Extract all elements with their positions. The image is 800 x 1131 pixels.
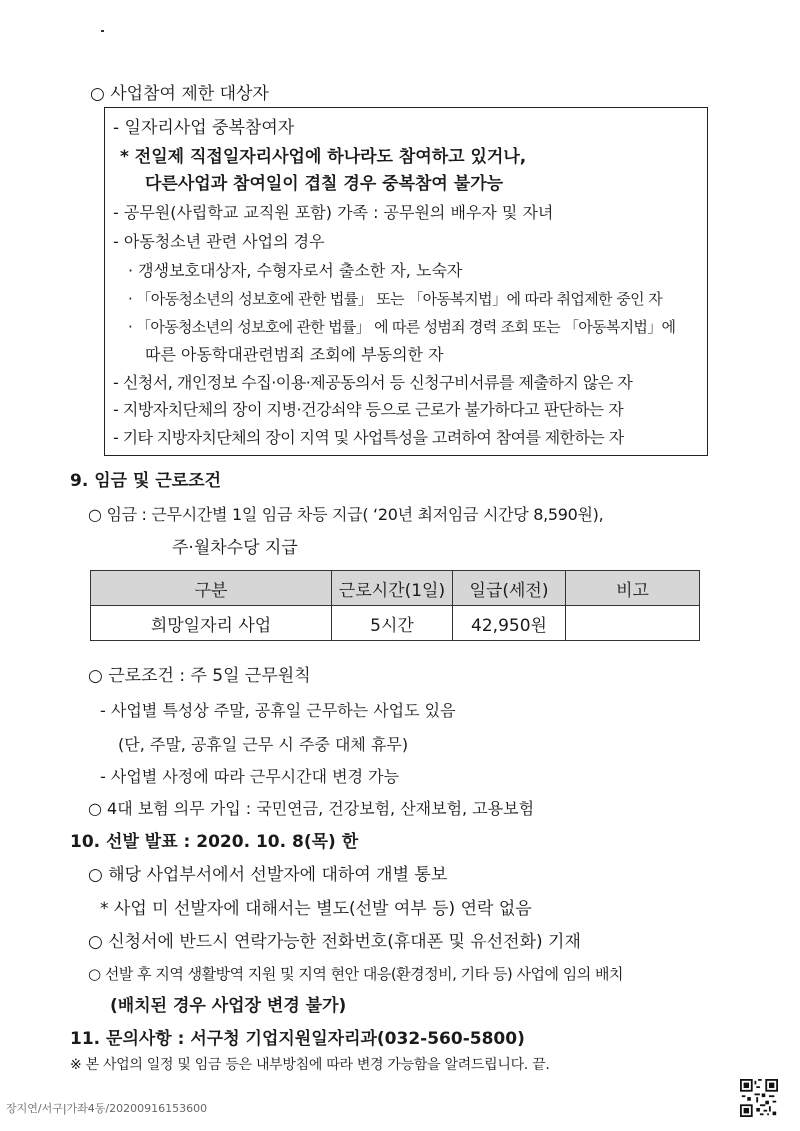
wage-line-2: 주·월차수당 지급 bbox=[172, 538, 298, 558]
selection-line-4: ○ 선발 후 지역 생활방역 지원 및 지역 현안 대응(환경정비, 기타 등) 사업에 임의 배치 bbox=[88, 965, 623, 983]
wage-heading: 9. 임금 및 근로조건 bbox=[70, 471, 221, 491]
selection-heading: 10. 선발 발표 : 2020. 10. 8(목) 한 bbox=[70, 832, 359, 852]
wage-table-header: 근로시간(1일) bbox=[332, 571, 453, 606]
restrict-line-2: * 전일제 직접일자리사업에 하나라도 참여하고 있거나, bbox=[120, 147, 527, 167]
wage-table-cell: 희망일자리 사업 bbox=[91, 606, 332, 641]
selection-line-5: (배치된 경우 사업장 변경 불가) bbox=[110, 996, 347, 1016]
restrict-line-10: - 신청서, 개인정보 수집·이용·제공동의서 등 신청구비서류를 제출하지 않은 자 bbox=[113, 373, 633, 392]
wage-table-cell: 42,950원 bbox=[453, 606, 566, 641]
table-row bbox=[91, 606, 700, 641]
wage-table-header-row bbox=[91, 571, 700, 606]
inquiry-heading: 11. 문의사항 : 서구청 기업지원일자리과(032-560-5800) bbox=[70, 1029, 525, 1049]
condition-line-1: ○ 근로조건 : 주 5일 근무원칙 bbox=[88, 666, 311, 686]
selection-line-3: ○ 신청서에 반드시 연락가능한 전화번호(휴대폰 및 유선전화) 기재 bbox=[88, 932, 581, 952]
wage-table-cell: 5시간 bbox=[332, 606, 453, 641]
restrict-line-7: · 「아동청소년의 성보호에 관한 법률」 또는 「아동복지법」에 따라 취업제한 중인 자 bbox=[128, 290, 663, 308]
selection-line-1: ○ 해당 사업부서에서 선발자에 대하여 개별 통보 bbox=[88, 865, 448, 885]
footer-stamp: 장지연/서구|가좌4동/20200916153600 bbox=[6, 1102, 208, 1115]
wage-table-header: 구분 bbox=[91, 571, 332, 606]
restrict-line-4: - 공무원(사립학교 교직원 포함) 가족 : 공무원의 배우자 및 자녀 bbox=[113, 203, 554, 222]
restrict-line-11: - 지방자치단체의 장이 지병·건강쇠약 등으로 근로가 불가하다고 판단하는 자 bbox=[113, 400, 624, 419]
qr-code-icon bbox=[740, 1079, 778, 1117]
inquiry-notice: ※ 본 사업의 일정 및 임금 등은 내부방침에 따라 변경 가능함을 알려드립니다. 끝. bbox=[70, 1057, 550, 1073]
restrict-line-6: · 갱생보호대상자, 수형자로서 출소한 자, 노숙자 bbox=[128, 261, 463, 280]
scan-speck bbox=[101, 30, 104, 32]
wage-table-cell bbox=[566, 606, 700, 641]
condition-line-5: ○ 4대 보험 의무 가입 : 국민연금, 건강보험, 산재보험, 고용보험 bbox=[88, 799, 535, 818]
wage-table-header: 비고 bbox=[566, 571, 700, 606]
restrict-line-8: · 「아동청소년의 성보호에 관한 법률」 에 따른 성범죄 경력 조회 또는 「아동복지법」에 bbox=[128, 318, 676, 336]
restrict-line-5: - 아동청소년 관련 사업의 경우 bbox=[113, 232, 325, 251]
wage-table-header: 일급(세전) bbox=[453, 571, 566, 606]
restrict-heading: ○ 사업참여 제한 대상자 bbox=[90, 84, 269, 104]
restrict-line-9: 따른 아동학대관련범죄 조회에 부동의한 자 bbox=[145, 345, 444, 364]
wage-table bbox=[90, 570, 700, 641]
condition-line-2: - 사업별 특성상 주말, 공휴일 근무하는 사업도 있음 bbox=[100, 701, 456, 720]
condition-line-4: - 사업별 사정에 따라 근무시간대 변경 가능 bbox=[100, 767, 400, 786]
restrict-line-12: - 기타 지방자치단체의 장이 지역 및 사업특성을 고려하여 참여를 제한하는 자 bbox=[113, 428, 624, 447]
restrict-line-3: 다른사업과 참여일이 겹칠 경우 중복참여 불가능 bbox=[145, 174, 504, 194]
selection-line-2: * 사업 미 선발자에 대해서는 별도(선발 여부 등) 연락 없음 bbox=[100, 899, 532, 919]
restrict-line-1: - 일자리사업 중복참여자 bbox=[113, 118, 295, 138]
wage-line-1: ○ 임금 : 근무시간별 1일 임금 차등 지급( ‘20년 최저임금 시간당 8,590원), bbox=[88, 505, 604, 524]
condition-line-3: (단, 주말, 공휴일 근무 시 주중 대체 휴무) bbox=[118, 735, 409, 754]
